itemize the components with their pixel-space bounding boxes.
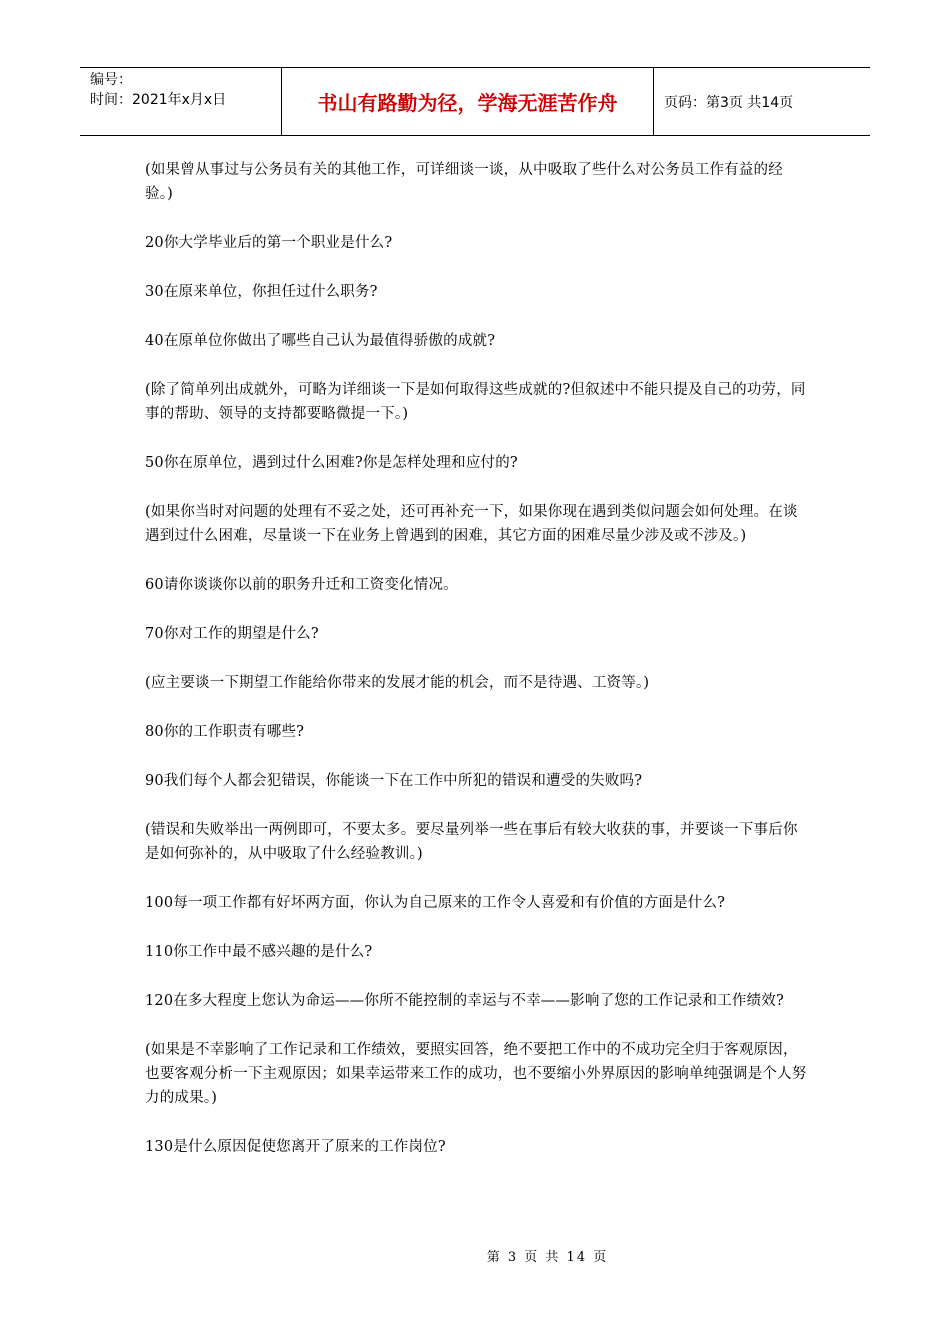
page-footer <box>0 1246 950 1265</box>
number-label: 编号： <box>90 72 132 88</box>
question: 70你对工作的期望是什么? <box>145 626 319 642</box>
paragraph: (如果你当时对问题的处理有不妥之处，还可再补充一下，如果你现在遇到类似问题会如何处理。在谈遇到过什么困难，尽量谈一下在业务上曾遇到的困难，其它方面的困难尽量少涉及或不涉及。) <box>145 504 798 544</box>
question: 80你的工作职责有哪些? <box>145 724 305 740</box>
document-header <box>80 67 870 136</box>
question: 120在多大程度上您认为命运——你所不能控制的幸运与不幸——影响了您的工作记录和工作绩效? <box>145 993 784 1009</box>
question: 130是什么原因促使您离开了原来的工作岗位? <box>145 1139 446 1155</box>
document-body <box>145 158 810 1184</box>
footer-page-number: 第 3 页 共 14 页 <box>486 1250 609 1265</box>
question: 20你大学毕业后的第一个职业是什么? <box>145 235 393 251</box>
question: 90我们每个人都会犯错误，你能谈一下在工作中所犯的错误和遭受的失败吗? <box>145 773 643 789</box>
header-page-code: 页码：第3页 共14页 <box>664 94 794 111</box>
question: 30在原来单位，你担任过什么职务? <box>145 284 378 300</box>
question: 100每一项工作都有好坏两方面，你认为自己原来的工作令人喜爱和有价值的方面是什么? <box>145 895 726 911</box>
header-meta-cell <box>80 68 282 135</box>
question: 60请你谈谈你以前的职务升迁和工资变化情况。 <box>145 577 458 593</box>
paragraph: (如果曾从事过与公务员有关的其他工作，可详细谈一谈，从中吸取了些什么对公务员工作有益的经验。) <box>145 162 783 202</box>
question: 40在原单位你做出了哪些自己认为最值得骄傲的成就? <box>145 333 496 349</box>
question: 50你在原单位，遇到过什么困难?你是怎样处理和应付的? <box>145 455 518 471</box>
question: 110你工作中最不感兴趣的是什么? <box>145 944 373 960</box>
paragraph: (除了简单列出成就外，可略为详细谈一下是如何取得这些成就的?但叙述中不能只提及自己的功劳，同事的帮助、领导的支持都要略微提一下。) <box>145 382 806 422</box>
header-motto: 书山有路勤为径，学海无涯苦作舟 <box>282 68 654 135</box>
time-label: 时间：2021年x月x日 <box>90 92 227 108</box>
paragraph: (错误和失败举出一两例即可，不要太多。要尽量列举一些在事后有较大收获的事，并要谈一下事后你是如何弥补的，从中吸取了什么经验教训。) <box>145 822 798 862</box>
paragraph: (如果是不幸影响了工作记录和工作绩效，要照实回答，绝不要把工作中的不成功完全归于客观原因，也要客观分析一下主观原因；如果幸运带来工作的成功，也不要缩小外界原因的影响单纯强调是个人努力的成果。) <box>145 1042 807 1106</box>
paragraph: (应主要谈一下期望工作能给你带来的发展才能的机会，而不是待遇、工资等。) <box>145 675 650 691</box>
